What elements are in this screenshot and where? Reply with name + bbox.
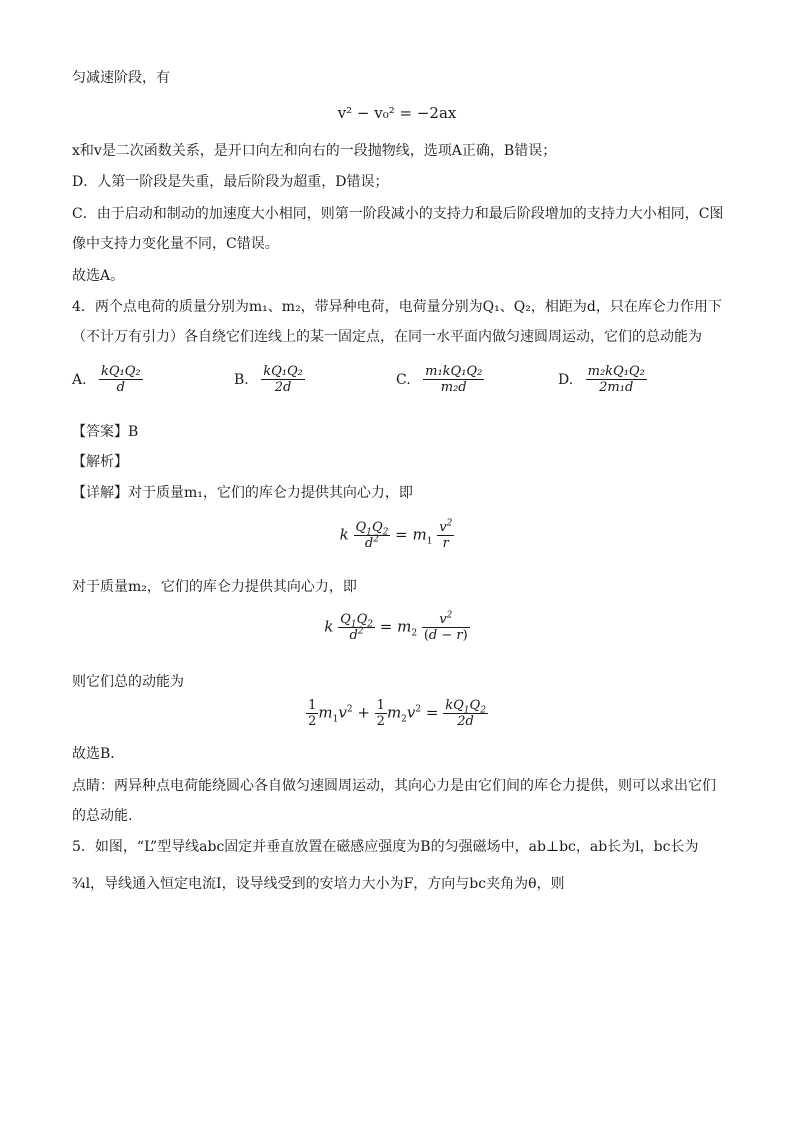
question-4-stem: 4．两个点电荷的质量分别为m₁、m₂，带异种电荷，电荷量分别为Q₁、Q₂，相距为d，只在库仑力作用下: [72, 299, 722, 315]
option-fraction: [261, 364, 305, 395]
option-fraction: [99, 364, 143, 395]
option-d: [558, 364, 647, 395]
equation-1: k $\frac{Q_1Q_2}{d^2}$ = $m_1$ $\frac{v^2}{r}$: [339, 518, 453, 551]
text-line: x和v是二次函数关系，是开口向左和向右的一段抛物线，选项A正确，B错误；: [72, 143, 557, 159]
text-line: C．由于启动和制动的加速度大小相同，则第一阶段减小的支持力和最后阶段增加的支持力大小相同，C图: [72, 206, 724, 222]
answer-heading: 【答案】B: [72, 424, 139, 440]
text-line: 像中支持力变化量不同，C错误。: [72, 236, 279, 252]
detail-line: 则它们总的动能为: [72, 674, 184, 690]
option-fraction: [586, 364, 647, 395]
conclusion: 故选B．: [72, 746, 125, 762]
numerator: kQ₁Q₂: [263, 364, 303, 379]
denominator: d: [116, 380, 125, 395]
option-label: D.: [558, 371, 574, 388]
comment-line: 点睛：两异种点电荷能绕圆心各自做匀速圆周运动，其向心力是由它们间的库仑力提供，则可以求出它们: [72, 778, 716, 794]
numerator: kQ₁Q₂: [101, 364, 141, 379]
option-label: B.: [234, 371, 249, 388]
text-line: 匀减速阶段，有: [72, 70, 170, 86]
question-4-stem: （不计万有引力）各自绕它们连线上的某一固定点，在同一水平面内做匀速圆周运动，它们的总动能为: [72, 329, 702, 345]
question-5-stem: 5．如图，“L”型导线abc固定并垂直放置在磁感应强度为B的匀强磁场中，ab⊥bc，ab长为l，bc长为: [72, 839, 699, 855]
equation-3: $\frac{1}{2}$ $m_1v^2$ + $\frac{1}{2}$ $m_2v^2$ = $\frac{kQ_1Q_2}{2d}$: [308, 698, 486, 729]
option-a: [72, 364, 143, 395]
option-b: [234, 364, 305, 395]
option-c: [396, 364, 484, 395]
option-label: C.: [396, 371, 411, 388]
numerator: m₂kQ₁Q₂: [587, 364, 645, 379]
denominator: 2m₁d: [599, 380, 634, 395]
question-5-stem: ¾l，导线通入恒定电流I，设导线受到的安培力大小为F，方向与bc夹角为θ，则: [72, 876, 565, 892]
comment-line: 的总动能.: [72, 808, 133, 824]
equation-2: k $\frac{Q_1Q_2}{d^2}$ = $m_2$ $\frac{v^2}{(d - r)}$: [324, 610, 468, 643]
numerator: m₁kQ₁Q₂: [425, 364, 483, 379]
option-fraction: [423, 364, 484, 395]
denominator: m₂d: [440, 380, 467, 395]
detail-line: 对于质量m₂，它们的库仑力提供其向心力，即: [72, 579, 357, 595]
denominator: 2d: [274, 380, 292, 395]
analysis-heading: 【解析】: [72, 454, 128, 470]
detail-line: 【详解】对于质量m₁，它们的库仑力提供其向心力，即: [72, 485, 413, 501]
conclusion: 故选A。: [72, 268, 125, 284]
equation-v-squared: v² − v₀² = −2ax: [337, 104, 457, 122]
text-line: D．人第一阶段是失重，最后阶段为超重，D错误；: [72, 174, 389, 190]
option-label: A.: [72, 371, 87, 388]
